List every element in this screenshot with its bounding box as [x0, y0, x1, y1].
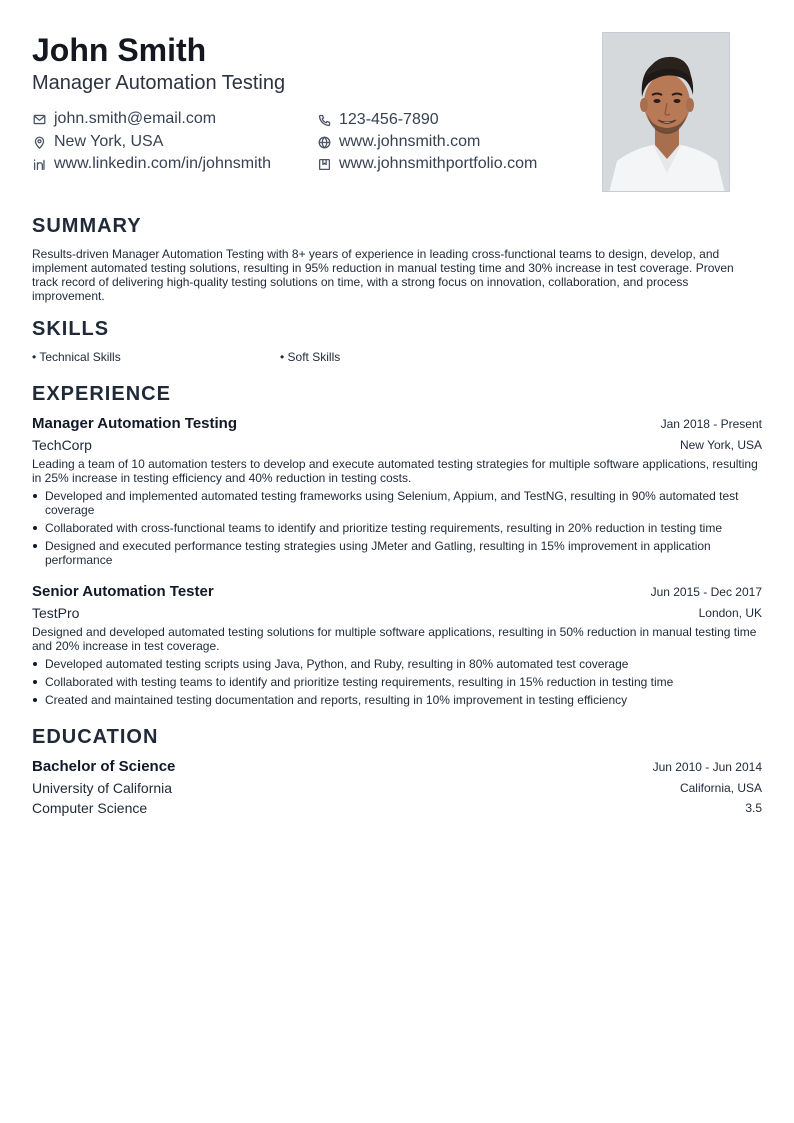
contact-linkedin-text: www.linkedin.com/in/johnsmith — [54, 155, 271, 172]
bullet-text: Designed and executed performance testing strategies using JMeter and Gatling, resulting in 15% improvement in application performance — [45, 539, 711, 567]
bullet-text: Collaborated with testing teams to identify and prioritize testing requirements, resulting in 15% reduction in testing time — [45, 675, 674, 689]
education-heading: EDUCATION — [32, 726, 159, 748]
job-location: New York, USA — [679, 438, 762, 452]
resume-header — [32, 30, 592, 97]
skill-item: • Technical Skills — [32, 350, 121, 364]
bullet-text: Created and maintained testing documentation and reports, resulting in 10% improvement in testing efficiency — [45, 693, 628, 707]
field-of-study: Computer Science — [32, 800, 148, 816]
profile-photo — [602, 32, 730, 192]
contact-location-text: New York, USA — [54, 133, 164, 150]
contact-portfolio-text: www.johnsmithportfolio.com — [339, 155, 538, 172]
experience-heading: EXPERIENCE — [32, 383, 171, 405]
summary-heading: SUMMARY — [32, 215, 142, 237]
job-bullets — [32, 489, 762, 571]
skill-label: Technical Skills — [39, 350, 121, 364]
map-pin-icon — [32, 135, 46, 149]
list-item — [32, 693, 762, 707]
bullet-text: Developed automated testing scripts using Java, Python, and Ruby, resulting in 80% automated test coverage — [45, 657, 629, 671]
contact-linkedin[interactable] — [32, 153, 271, 175]
skills-heading: SKILLS — [32, 318, 110, 340]
bullet-dot — [33, 680, 37, 684]
list-item — [32, 675, 762, 689]
globe-icon — [317, 135, 331, 149]
portfolio-icon — [317, 157, 331, 171]
school-name: University of California — [32, 780, 173, 796]
job-date: Jun 2015 - Dec 2017 — [650, 585, 762, 599]
degree-title: Bachelor of Science — [32, 758, 176, 775]
candidate-name: John Smith — [32, 32, 207, 68]
candidate-role: Manager Automation Testing — [32, 72, 286, 94]
job-description: Designed and developed automated testing solutions for multiple software applications, resulting in 50% reduction in manual testing time and 20% increase in test coverage. — [32, 625, 757, 653]
job-date: Jan 2018 - Present — [660, 417, 762, 431]
contact-email-text: john.smith@email.com — [54, 110, 217, 127]
bullet-dot — [33, 544, 37, 548]
education-date: Jun 2010 - Jun 2014 — [652, 760, 762, 774]
gpa: 3.5 — [745, 801, 762, 815]
list-item — [32, 657, 762, 671]
bullet-dot — [33, 662, 37, 666]
job-location: London, UK — [698, 606, 762, 620]
bullet-text: Developed and implemented automated testing frameworks using Selenium, Appium, and TestNG, resulting in 90% automated test coverage — [45, 489, 739, 517]
list-item — [32, 521, 762, 535]
contact-phone[interactable] — [317, 109, 439, 131]
contact-phone-text: 123-456-7890 — [339, 111, 439, 128]
contact-location — [32, 131, 163, 153]
bullet-dot — [33, 698, 37, 702]
contact-website-text: www.johnsmith.com — [339, 133, 481, 150]
skill-label: Soft Skills — [287, 350, 341, 364]
bullet-dot — [33, 526, 37, 530]
list-item — [32, 489, 762, 517]
contact-email[interactable] — [32, 108, 216, 130]
linkedin-icon — [32, 157, 46, 171]
job-description: Leading a team of 10 automation testers to develop and execute automated testing strategies for multiple software applications, resulting in 25% increase in testing efficiency and 40% reduction in testing costs. — [32, 457, 758, 485]
phone-icon — [317, 113, 331, 127]
bullet-text: Collaborated with cross-functional teams to identify and prioritize testing requirements, resulting in 20% reduction in testing time — [45, 521, 723, 535]
skill-item: • Soft Skills — [280, 350, 341, 364]
mail-icon — [32, 112, 46, 126]
job-company: TestPro — [32, 605, 80, 621]
contact-website[interactable] — [317, 131, 480, 153]
bullet-dot — [33, 494, 37, 498]
list-item — [32, 539, 762, 567]
job-title: Manager Automation Testing — [32, 415, 238, 432]
job-company: TechCorp — [32, 437, 92, 453]
contact-portfolio[interactable] — [317, 153, 537, 175]
job-title: Senior Automation Tester — [32, 583, 214, 600]
summary-text: Results-driven Manager Automation Testing with 8+ years of experience in leading cross-functional teams to design, develop, and implement automated testing solutions, resulting in 95% reduction in manual testing time and 30% increase in test coverage. Proven track record of delivering high-quality testing solutions on time, with a strong focus on innovation, collaboration, and process improvement. — [32, 247, 734, 303]
profile-photo-illustration — [603, 33, 730, 192]
job-bullets — [32, 657, 762, 711]
school-location: California, USA — [679, 781, 762, 795]
